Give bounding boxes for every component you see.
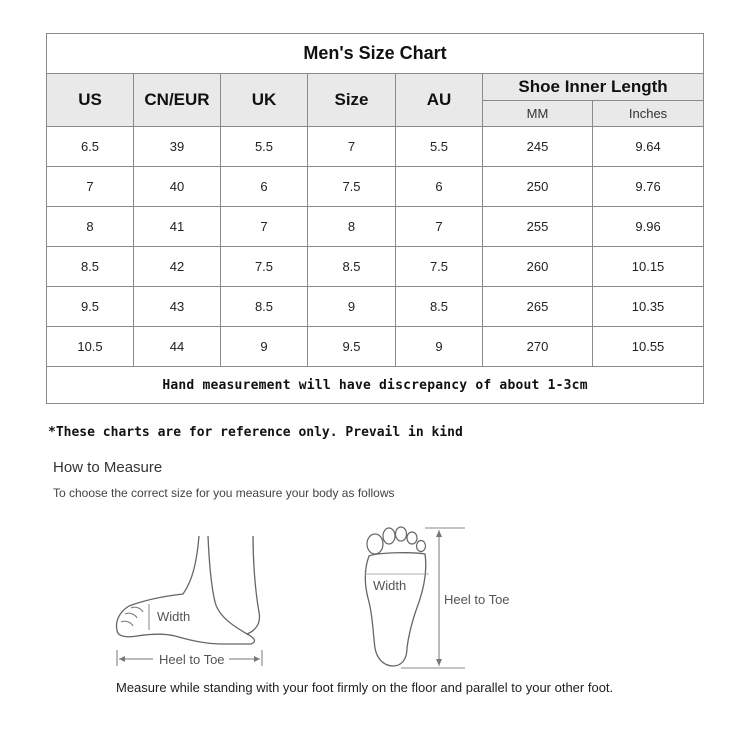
header-cn-eur: CN/EUR [134, 74, 221, 127]
table-cell: 9.76 [593, 167, 704, 207]
table-cell: 7 [396, 207, 483, 247]
table-cell: 6 [396, 167, 483, 207]
table-cell: 270 [483, 327, 593, 367]
table-cell: 10.5 [47, 327, 134, 367]
header-shoe-inner-length: Shoe Inner Length [483, 74, 704, 101]
table-cell: 44 [134, 327, 221, 367]
table-cell: 8.5 [308, 247, 396, 287]
table-cell: 40 [134, 167, 221, 207]
header-mm: MM [483, 101, 593, 127]
table-cell: 8 [47, 207, 134, 247]
how-to-measure-subtitle: To choose the correct size for you measure your body as follows [53, 486, 395, 500]
table-cell: 265 [483, 287, 593, 327]
table-cell: 260 [483, 247, 593, 287]
table-cell: 9.96 [593, 207, 704, 247]
table-cell: 41 [134, 207, 221, 247]
measure-instruction: Measure while standing with your foot firmly on the floor and parallel to your other foot. [116, 680, 614, 695]
foot-top-view-illustration [355, 522, 530, 672]
table-row [47, 127, 704, 167]
top-width-label: Width [373, 578, 407, 593]
table-title: Men's Size Chart [47, 34, 704, 74]
header-uk: UK [221, 74, 308, 127]
table-cell: 7.5 [221, 247, 308, 287]
measurement-note: Hand measurement will have discrepancy of about 1-3cm [47, 367, 704, 404]
table-cell: 8.5 [396, 287, 483, 327]
table-cell: 8.5 [221, 287, 308, 327]
table-cell: 7.5 [308, 167, 396, 207]
table-cell: 8 [308, 207, 396, 247]
table-cell: 8.5 [47, 247, 134, 287]
table-row [47, 167, 704, 207]
table-row [47, 247, 704, 287]
table-cell: 9.64 [593, 127, 704, 167]
table-cell: 43 [134, 287, 221, 327]
table-cell: 6.5 [47, 127, 134, 167]
table-cell: 255 [483, 207, 593, 247]
header-inches: Inches [593, 101, 704, 127]
table-row [47, 287, 704, 327]
header-size: Size [308, 74, 396, 127]
top-length-label: Heel to Toe [444, 592, 510, 607]
table-cell: 250 [483, 167, 593, 207]
table-cell: 10.35 [593, 287, 704, 327]
table-cell: 7 [221, 207, 308, 247]
table-cell: 9 [308, 287, 396, 327]
table-row [47, 327, 704, 367]
table-cell: 7 [47, 167, 134, 207]
table-cell: 10.55 [593, 327, 704, 367]
foot-side-view-illustration [105, 530, 280, 670]
table-cell: 9.5 [47, 287, 134, 327]
how-to-measure-title: How to Measure [53, 459, 163, 476]
table-cell: 9.5 [308, 327, 396, 367]
table-cell: 7 [308, 127, 396, 167]
table-cell: 39 [134, 127, 221, 167]
table-cell: 9 [221, 327, 308, 367]
side-width-label: Width [157, 609, 191, 624]
table-cell: 9 [396, 327, 483, 367]
table-cell: 6 [221, 167, 308, 207]
table-cell: 5.5 [221, 127, 308, 167]
table-cell: 10.15 [593, 247, 704, 287]
table-cell: 5.5 [396, 127, 483, 167]
table-cell: 245 [483, 127, 593, 167]
table-row [47, 207, 704, 247]
table-cell: 7.5 [396, 247, 483, 287]
table-body [47, 127, 704, 367]
foot-side-outline [117, 536, 255, 644]
reference-disclaimer: *These charts are for reference only. Prevail in kind [48, 425, 463, 440]
header-us: US [47, 74, 134, 127]
table-cell: 42 [134, 247, 221, 287]
header-au: AU [396, 74, 483, 127]
foot-top-outline [365, 553, 426, 666]
side-length-label: Heel to Toe [159, 652, 225, 667]
size-chart-table [46, 33, 704, 404]
